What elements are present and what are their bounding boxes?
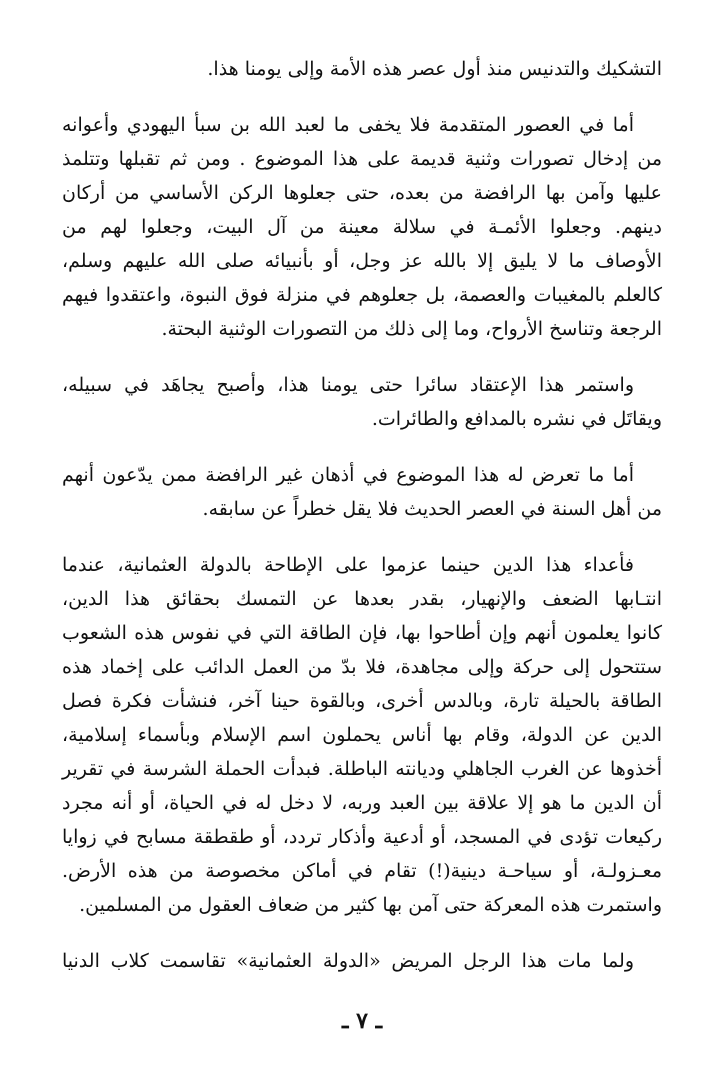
paragraph-2 [62, 108, 662, 346]
text-line: انتـابها الضعف والإنهيار، بقدر بعدها عن التمسك بحقائق هذا الدين، [62, 588, 662, 610]
paragraph-5 [62, 548, 662, 922]
text-line: الدين عن الدولة، وقام بها أناس يحملون اسم الإسلام وبأسماء إسلامية، [62, 724, 662, 746]
text-line: أما في العصور المتقدمة فلا يخفى ما لعبد الله بن سبأ اليهودي وأعوانه [62, 114, 634, 136]
text-line: ويقاتَل في نشره بالمدافع والطائرات. [371, 408, 662, 430]
text-line: التشكيك والتدنيس منذ أول عصر هذه الأمة وإلى يومنا هذا. [207, 58, 662, 80]
text-line: أن الدين ما هو إلا علاقة بين العبد وربه، لا دخل له في الحياة، أو أنه مجرد [62, 792, 662, 814]
text-line: دينهم. وجعلوا الأئمـة في سلالة معينة من آل البيت، وجعلوا لهم من [62, 216, 662, 238]
text-line: واستمرت هذه المعركة حتى آمن بها كثير من ضعاف العقول من المسلمين. [79, 894, 662, 916]
paragraph-1 [62, 52, 662, 86]
text-line: الأوصاف ما لا يليق إلا بالله عز وجل، أو بأنبيائه صلى الله عليهم وسلم، [62, 250, 662, 272]
book-page-text [62, 52, 662, 1000]
text-line: كالعلم بالمغيبات والعصمة، بل جعلوهم في منزلة فوق النبوة، واعتقدوا فيهم [62, 284, 662, 306]
paragraph-3 [62, 368, 662, 436]
text-line: ركيعات تؤدى في المسجد، أو أدعية وأذكار تردد، أو طقطقة مسابح في زوايا [62, 826, 662, 848]
text-line: أخذوها عن الغرب الجاهلي وديانته الباطلة. فبدأت الحملة الشرسة في تقرير [62, 758, 662, 780]
text-line: من إدخال تصورات وثنية قديمة على هذا الموضوع . ومن ثم تقبلها وتتلمذ [62, 148, 662, 170]
text-line: الرجعة وتناسخ الأرواح، وما إلى ذلك من التصورات الوثنية البحتة. [161, 318, 662, 340]
text-line: من أهل السنة في العصر الحديث فلا يقل خطراً عن سابقه. [202, 498, 662, 520]
paragraph-6 [62, 944, 662, 978]
text-line: فأعداء هذا الدين حينما عزموا على الإطاحة بالدولة العثمانية، عندما [62, 554, 634, 576]
text-line: عليها وآمن بها الرافضة من بعده، حتى جعلوها الركن الأساسي من أركان [62, 182, 662, 204]
text-line: أما ما تعرض له هذا الموضوع في أذهان غير الرافضة ممن يدّعون أنهم [62, 464, 634, 486]
text-line: الطاقة بالحيلة تارة، وبالدس أخرى، وبالقوة حينا آخر، فنشأت فكرة فصل [62, 690, 662, 712]
text-line: ستتحول إلى حركة وإلى مجاهدة، فلا بدّ من العمل الدائب على إخماد هذه [62, 656, 662, 678]
paragraph-4 [62, 458, 662, 526]
page-number: ـ ٧ ـ [341, 1008, 383, 1034]
text-line: معـزولـة، أو سياحـة دينية(!) تقام في أماكن مخصوصة من هذه الأرض. [62, 860, 662, 882]
text-line: ولما مات هذا الرجل المريض «الدولة العثمانية» تقاسمت كلاب الدنيا [62, 950, 634, 972]
text-line: كانوا يعلمون أنهم وإن أطاحوا بها، فإن الطاقة التي في نفوس هذه الشعوب [62, 622, 662, 644]
text-line: واستمر هذا الإعتقاد سائرا حتى يومنا هذا، وأصبح يجاهَد في سبيله، [62, 374, 634, 396]
